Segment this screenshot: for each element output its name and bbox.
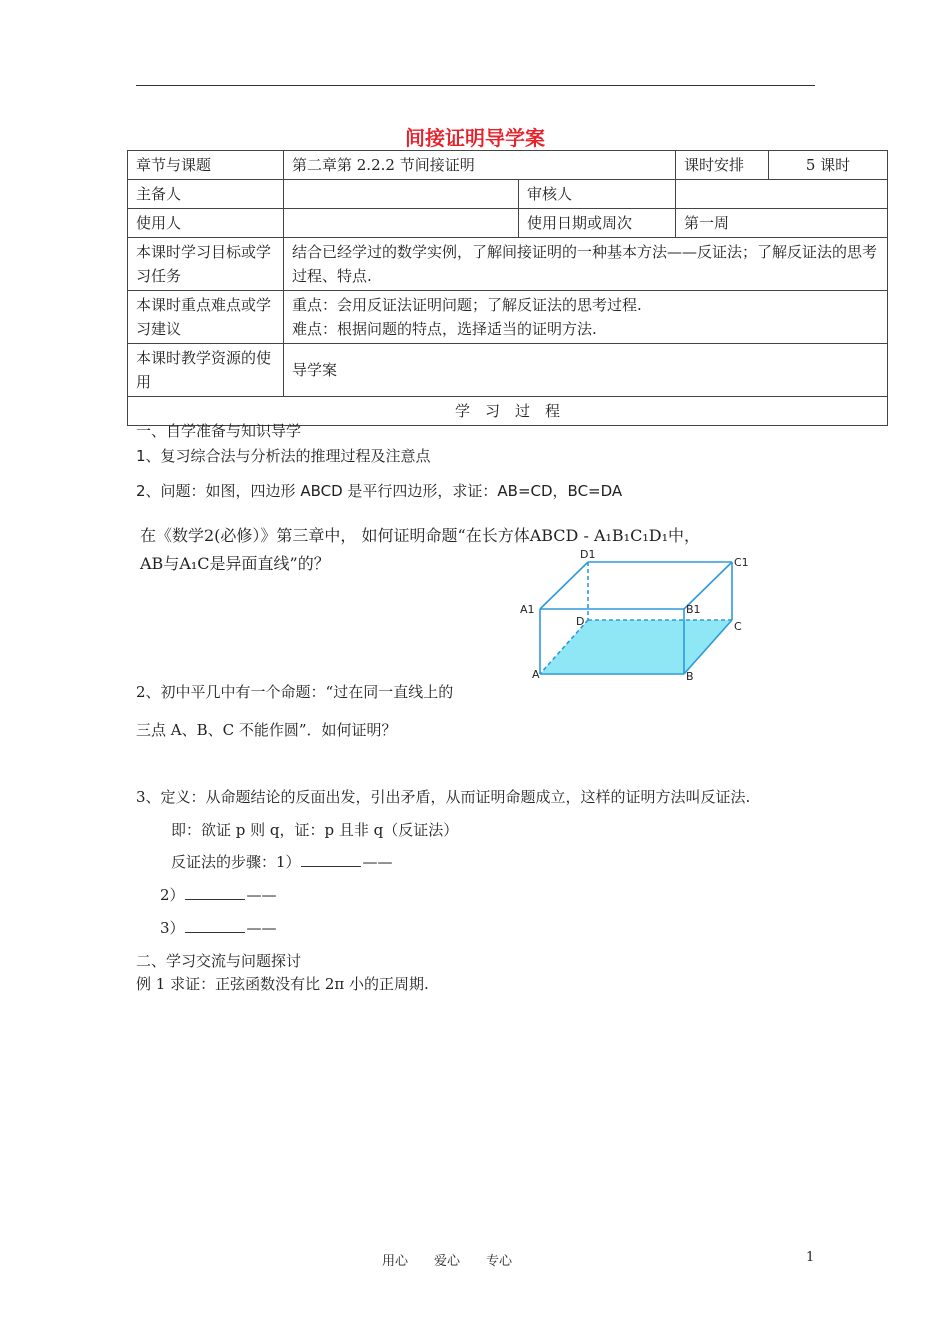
section-1-heading: 一、自学准备与知识导学 xyxy=(136,422,302,440)
page-title: 间接证明导学案 xyxy=(405,126,545,150)
table-value: 5 课时 xyxy=(769,151,888,180)
table-label: 使用日期或周次 xyxy=(519,209,676,238)
item-3-formula: 即：欲证 p 则 q，证：p 且非 q（反证法） xyxy=(171,821,459,839)
page-number: 1 xyxy=(806,1250,815,1265)
table-value: 结合已经学过的数学实例，了解间接证明的一种基本方法——反证法；了解反证法的思考过程、特点. xyxy=(284,238,888,291)
table-label: 章节与课题 xyxy=(128,151,284,180)
table-row xyxy=(128,344,888,397)
label-c1: C1 xyxy=(734,556,749,569)
label-b: B xyxy=(686,670,694,683)
dash: —— xyxy=(246,886,277,904)
label-c: C xyxy=(734,620,742,633)
cuboid-figure xyxy=(518,546,758,684)
blank-line xyxy=(301,854,361,867)
steps-line-3 xyxy=(160,917,277,938)
table-label: 本课时教学资源的使用 xyxy=(128,344,284,397)
label-a: A xyxy=(532,668,540,681)
table-row xyxy=(128,180,888,209)
label-a1: A1 xyxy=(520,603,535,616)
table-label: 本课时重点难点或学习建议 xyxy=(128,291,284,344)
table-value: 导学案 xyxy=(284,344,888,397)
table-value xyxy=(284,209,519,238)
table-row xyxy=(128,238,888,291)
footer-slogan: 用心 爱心 专心 xyxy=(382,1254,513,1269)
table-row xyxy=(128,151,888,180)
table-label: 主备人 xyxy=(128,180,284,209)
item-2b-line-1: 2、初中平几中有一个命题：“过在同一直线上的 xyxy=(136,683,454,701)
example-1: 例 1 求证：正弦函数没有比 2π 小的正周期. xyxy=(136,975,429,993)
table-value: 第二章第 2.2.2 节间接证明 xyxy=(284,151,676,180)
steps-label: 反证法的步骤：1） xyxy=(171,853,301,871)
key-points: 重点：会用反证法证明问题；了解反证法的思考过程. xyxy=(292,296,642,314)
table-value: 第一周 xyxy=(676,209,888,238)
steps-line-2 xyxy=(160,884,277,905)
table-value xyxy=(676,180,888,209)
header-rule xyxy=(136,85,815,86)
section-2-heading: 二、学习交流与问题探讨 xyxy=(136,952,302,970)
step-3-label: 3） xyxy=(160,919,185,937)
item-2b-line-2: 三点 A、B、C 不能作圆”．如何证明？ xyxy=(136,721,397,739)
dash: —— xyxy=(362,853,393,871)
table-label: 审核人 xyxy=(519,180,676,209)
blank-line xyxy=(185,887,245,900)
table-label: 课时安排 xyxy=(676,151,769,180)
label-b1: B1 xyxy=(686,603,701,616)
label-d: D xyxy=(576,615,585,628)
item-2: 2、问题：如图，四边形 ABCD 是平行四边形，求证：AB=CD，BC=DA xyxy=(136,482,623,500)
process-heading: 学 习 过 程 xyxy=(128,397,888,426)
table-value xyxy=(284,180,519,209)
table-label: 使用人 xyxy=(128,209,284,238)
item-1: 1、复习综合法与分析法的推理过程及注意点 xyxy=(136,447,431,465)
table-row xyxy=(128,209,888,238)
label-d1: D1 xyxy=(580,548,596,561)
difficult-points: 难点：根据问题的特点，选择适当的证明方法. xyxy=(292,320,597,338)
item-3-definition: 3、定义：从命题结论的反面出发，引出矛盾，从而证明命题成立，这样的证明方法叫反证法. xyxy=(136,788,751,806)
step-2-label: 2） xyxy=(160,886,185,904)
question-line-2: AB与A₁C是异面直线”的？ xyxy=(140,554,330,573)
lesson-info-table xyxy=(127,150,888,426)
table-label: 本课时学习目标或学习任务 xyxy=(128,238,284,291)
steps-line-1 xyxy=(171,851,393,872)
dash: —— xyxy=(246,919,277,937)
question-line-1: 在《数学2(必修）》第三章中， 如何证明命题“在长方体ABCD - A₁B₁C₁D₁中， xyxy=(140,526,700,545)
table-row xyxy=(128,291,888,344)
base-face xyxy=(540,620,732,674)
blank-line xyxy=(185,920,245,933)
table-value xyxy=(284,291,888,344)
